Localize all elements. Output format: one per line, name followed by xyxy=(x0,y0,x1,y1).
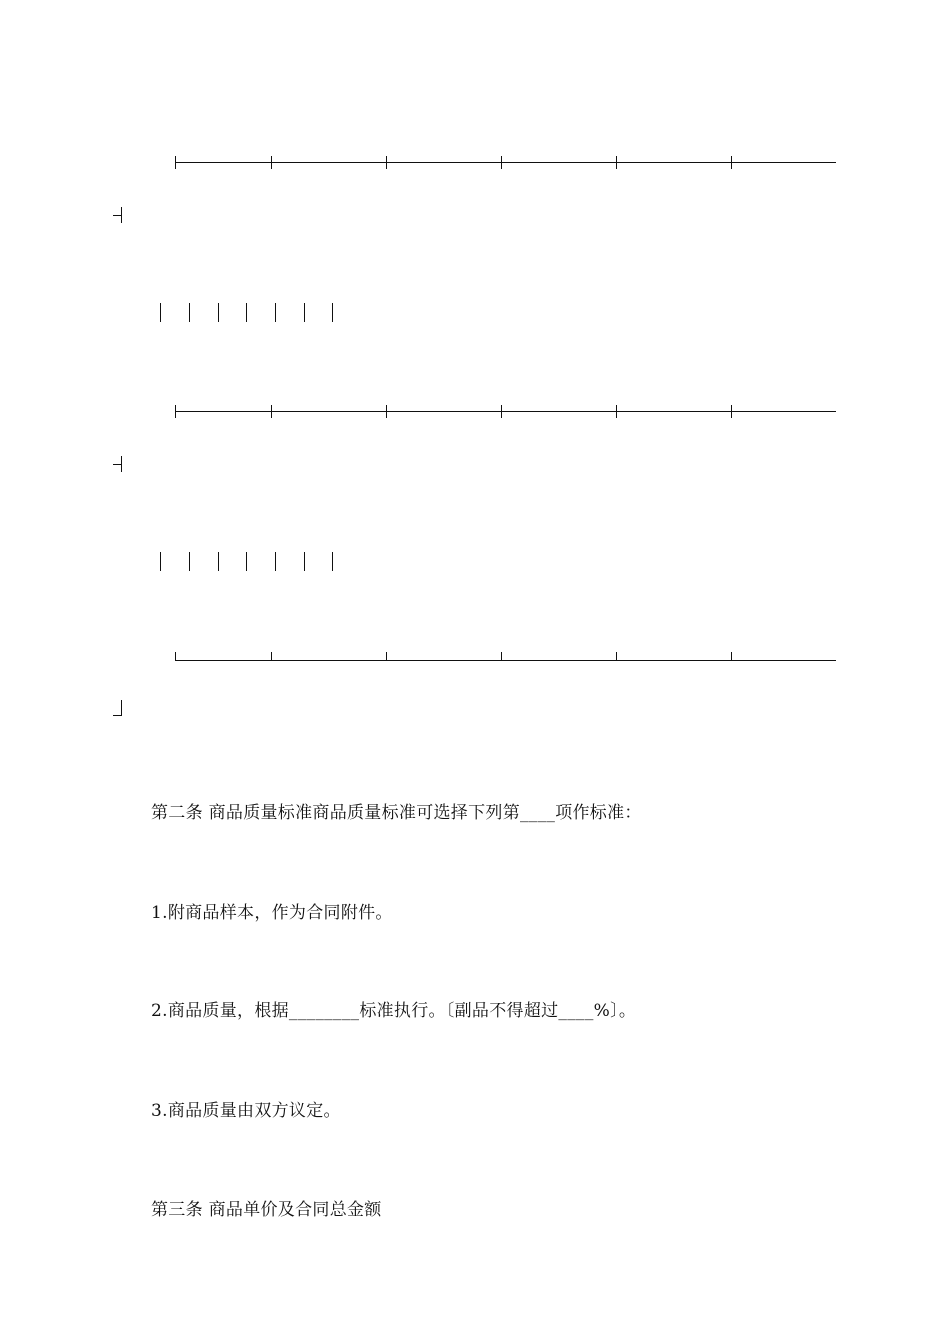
table-tick xyxy=(501,156,502,169)
table-tick xyxy=(386,405,387,418)
table-tick xyxy=(386,156,387,169)
table-tick xyxy=(616,652,617,661)
table-rule-bottom xyxy=(175,660,836,661)
table-corner-right xyxy=(113,207,122,223)
quality-option-1: 1.附商品样本，作为合同附件。 xyxy=(151,903,393,923)
quality-option-3: 3.商品质量由双方议定。 xyxy=(151,1101,341,1121)
table-tick xyxy=(271,405,272,418)
table-tick xyxy=(731,156,732,169)
quality-option-2: 2.商品质量，根据________标准执行。〔副品不得超过____%〕。 xyxy=(151,1001,637,1021)
article-2-heading: 第二条 商品质量标准商品质量标准可选择下列第____项作标准： xyxy=(151,803,642,823)
table-tick xyxy=(616,156,617,169)
table-tick xyxy=(501,405,502,418)
table-tick xyxy=(175,652,176,661)
table-tick xyxy=(731,652,732,661)
table-tick xyxy=(501,652,502,661)
table-tick xyxy=(386,652,387,661)
table-rule-top xyxy=(175,162,836,163)
table-tick xyxy=(616,405,617,418)
table-tick xyxy=(175,405,176,418)
article-3-heading: 第三条 商品单价及合同总金额 xyxy=(151,1200,382,1220)
table-tick xyxy=(271,652,272,661)
table-corner-right xyxy=(113,456,122,472)
table-corner-bottom-right xyxy=(113,700,122,716)
table-rule-middle xyxy=(175,411,836,412)
table-tick xyxy=(731,405,732,418)
table-tick xyxy=(271,156,272,169)
table-tick xyxy=(175,156,176,169)
